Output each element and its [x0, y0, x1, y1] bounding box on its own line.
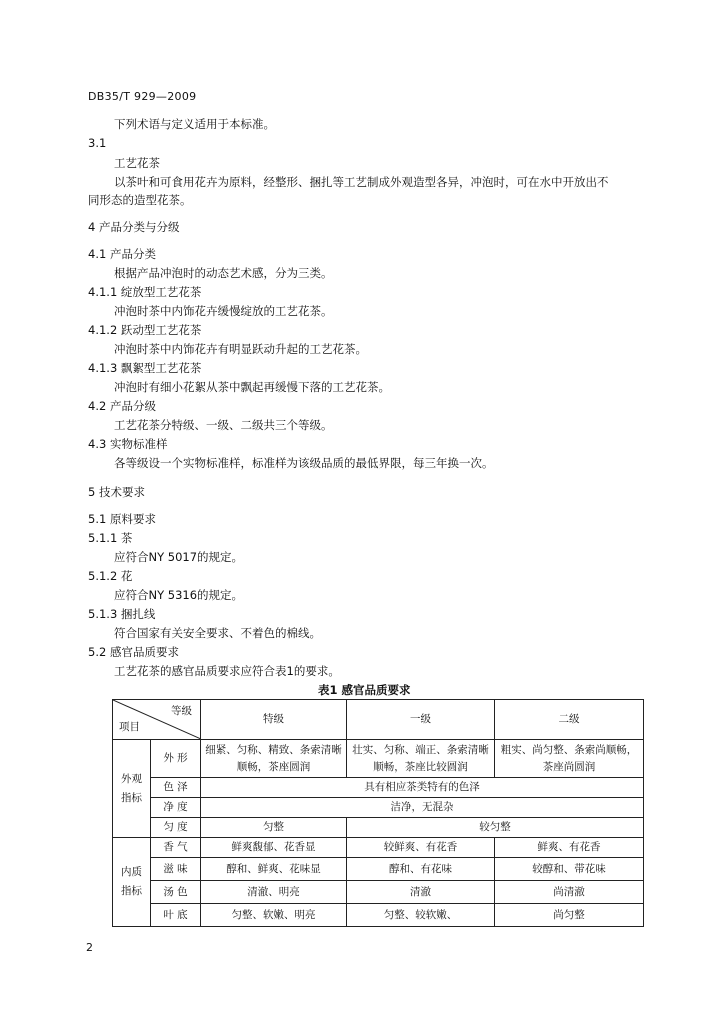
section-4-1-1-text: 冲泡时茶中内饰花卉缓慢绽放的工艺花茶。: [114, 304, 333, 318]
row-label-leaf-base: 叶 底: [151, 904, 201, 927]
section-4-2-text: 工艺花茶分特级、一级、二级共三个等级。: [114, 418, 333, 432]
group-label-appearance: 外观指标: [113, 740, 151, 838]
section-5-1-3-text: 符合国家有关安全要求、不着色的棉线。: [114, 626, 321, 640]
page-number: 2: [86, 941, 93, 954]
cell-aroma-special: 鲜爽馥郁、花香显: [201, 838, 347, 858]
section-5-1-2-text: 应符合NY 5316的规定。: [114, 588, 244, 602]
term-definition-line1: 以茶叶和可食用花卉为原料，经整形、捆扎等工艺制成外观造型各异，冲泡时，可在水中开放出不: [114, 175, 609, 189]
table-header-row: [113, 700, 644, 740]
section-4-2-heading: 4.2 产品分级: [88, 399, 156, 413]
section-5-1-3-heading: 5.1.3 捆扎线: [88, 607, 156, 621]
intro-text: 下列术语与定义适用于本标准。: [114, 117, 275, 131]
cell-evenness-first-second: 较匀整: [347, 818, 644, 838]
section-4-1-1-heading: 4.1.1 绽放型工艺花茶: [88, 285, 202, 299]
table-row: [113, 778, 644, 798]
row-label-evenness: 匀 度: [151, 818, 201, 838]
section-5-2-text: 工艺花茶的感官品质要求应符合表1的要求。: [114, 664, 340, 678]
section-3-1-number: 3.1: [88, 136, 107, 150]
section-5-1-1-heading: 5.1.1 茶: [88, 531, 133, 545]
table-row: [113, 904, 644, 927]
section-4-3-text: 各等级设一个实物标准样，标准样为该级品质的最低界限，每三年换一次。: [114, 456, 494, 470]
row-label-taste: 滋 味: [151, 858, 201, 881]
cell-color-merged: 具有相应茶类特有的色泽: [201, 778, 644, 798]
document-id: DB35/T 929—2009: [88, 90, 197, 103]
corner-label-item: 项目: [119, 721, 140, 733]
term-definition-line2: 同形态的造型花茶。: [88, 193, 192, 207]
sensory-quality-table: [112, 699, 644, 927]
row-label-aroma: 香 气: [151, 838, 201, 858]
section-4-1-2-heading: 4.1.2 跃动型工艺花茶: [88, 323, 202, 337]
table-row: [113, 798, 644, 818]
table-row: [113, 838, 644, 858]
section-4-3-heading: 4.3 实物标准样: [88, 437, 168, 451]
cell-shape-first: 壮实、匀称、端正、条索清晰顺畅，茶座比较圆润: [347, 740, 495, 778]
section-5-1-heading: 5.1 原料要求: [88, 512, 156, 526]
row-label-cleanliness: 净 度: [151, 798, 201, 818]
table-row: [113, 740, 644, 778]
corner-label-grade: 等级: [171, 705, 192, 717]
section-5-2-heading: 5.2 感官品质要求: [88, 645, 179, 659]
row-label-color: 色 泽: [151, 778, 201, 798]
cell-taste-first: 醇和、有花味: [347, 858, 495, 881]
cell-liquor-second: 尚清澈: [495, 881, 644, 904]
table-corner-cell: [113, 700, 201, 740]
cell-taste-special: 醇和、鲜爽、花味显: [201, 858, 347, 881]
table-row: [113, 881, 644, 904]
section-5-1-2-heading: 5.1.2 花: [88, 569, 133, 583]
cell-leaf-special: 匀整、软嫩、明亮: [201, 904, 347, 927]
cell-cleanliness-merged: 洁净，无混杂: [201, 798, 644, 818]
cell-leaf-second: 尚匀整: [495, 904, 644, 927]
cell-liquor-special: 清澈、明亮: [201, 881, 347, 904]
section-4-1-3-heading: 4.1.3 飘絮型工艺花茶: [88, 361, 202, 375]
group-label-internal: 内质指标: [113, 838, 151, 927]
table-row: [113, 818, 644, 838]
cell-leaf-first: 匀整、较软嫩、: [347, 904, 495, 927]
section-4-1-text: 根据产品冲泡时的动态艺术感，分为三类。: [114, 266, 333, 280]
cell-liquor-first: 清澈: [347, 881, 495, 904]
row-label-liquor-color: 汤 色: [151, 881, 201, 904]
cell-shape-second: 粗实、尚匀整、条索尚顺畅，茶座尚圆润: [495, 740, 644, 778]
grade-header-special: 特级: [201, 700, 347, 740]
term-heading: 工艺花茶: [114, 156, 160, 170]
section-4-1-heading: 4.1 产品分类: [88, 247, 156, 261]
table-row: [113, 858, 644, 881]
grade-header-first: 一级: [347, 700, 495, 740]
cell-aroma-second: 鲜爽、有花香: [495, 838, 644, 858]
cell-shape-special: 细紧、匀称、精致、条索清晰顺畅，茶座圆润: [201, 740, 347, 778]
section-4-heading: 4 产品分类与分级: [88, 220, 180, 234]
cell-taste-second: 较醇和、带花味: [495, 858, 644, 881]
cell-aroma-first: 较鲜爽、有花香: [347, 838, 495, 858]
grade-header-second: 二级: [495, 700, 644, 740]
cell-evenness-special: 匀整: [201, 818, 347, 838]
section-5-heading: 5 技术要求: [88, 485, 145, 499]
section-4-1-3-text: 冲泡时有细小花絮从茶中飘起再缓慢下落的工艺花茶。: [114, 380, 390, 394]
section-5-1-1-text: 应符合NY 5017的规定。: [114, 550, 244, 564]
table-title: 表1 感官品质要求: [318, 683, 411, 697]
section-4-1-2-text: 冲泡时茶中内饰花卉有明显跃动升起的工艺花茶。: [114, 342, 367, 356]
row-label-shape: 外 形: [151, 740, 201, 778]
